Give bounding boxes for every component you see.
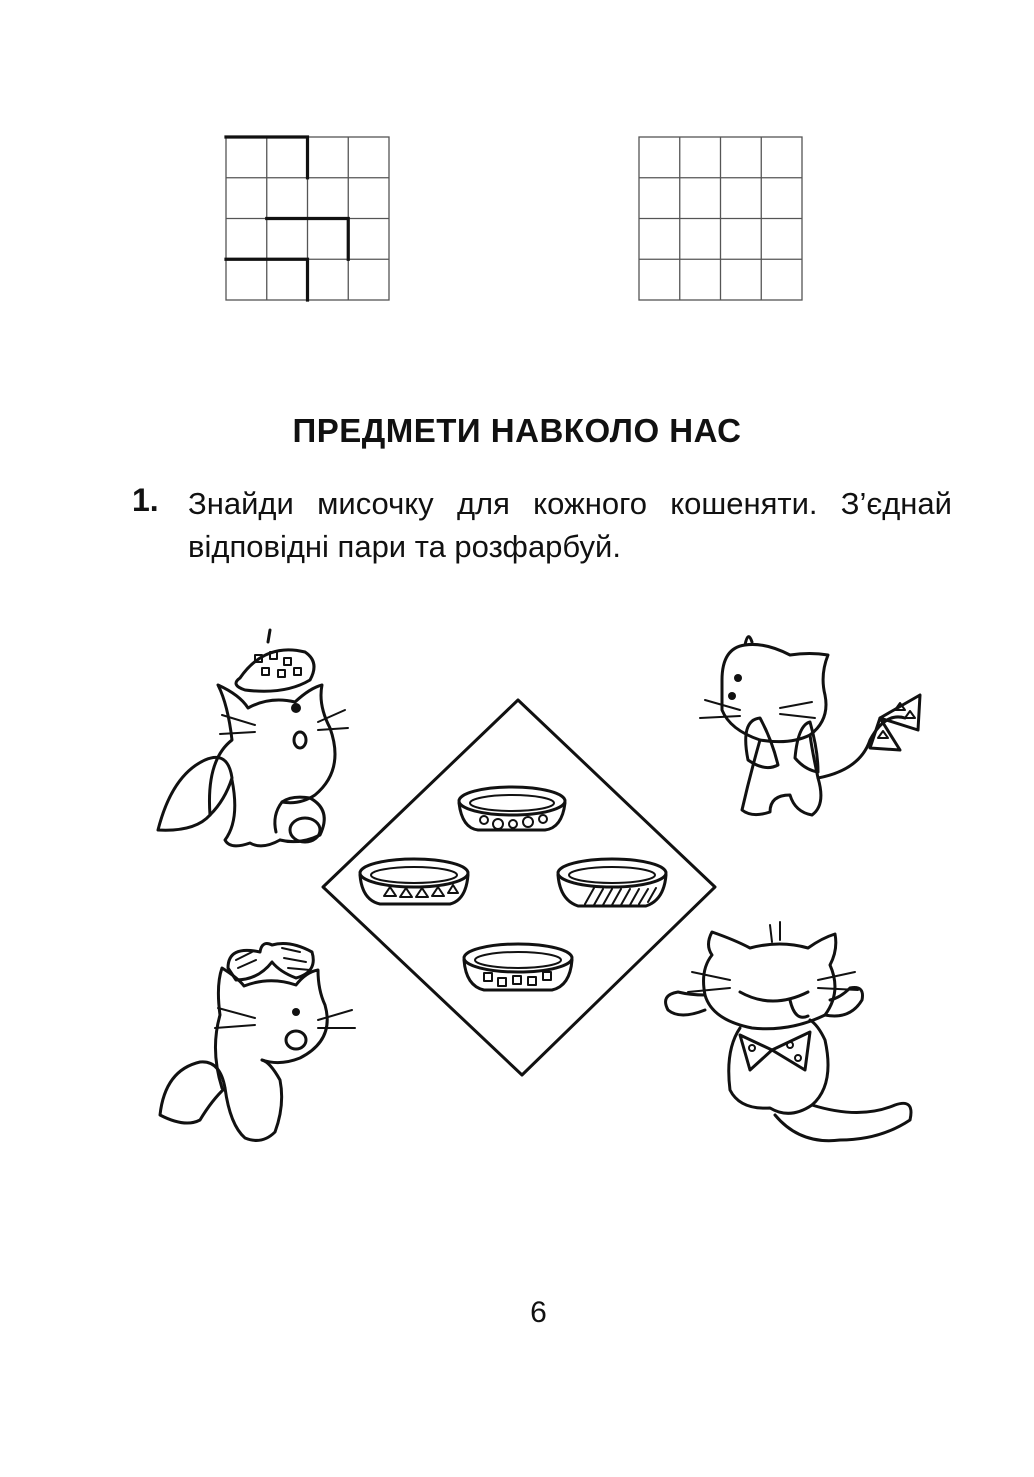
empty-grid[interactable] (637, 135, 805, 303)
bowl-with-stripes[interactable] (558, 859, 666, 906)
page-number: 6 (530, 1296, 547, 1329)
task-instruction: Знайди мисочку для кожного кошеняти. З’єднай відповідні пари та розфарбуй. (188, 486, 952, 564)
bowl-with-squares[interactable] (464, 944, 572, 990)
kitten-with-bow-on-tail[interactable] (700, 637, 920, 815)
bowl-with-triangles[interactable] (360, 859, 468, 904)
kittens-bowls-illustration (0, 600, 1034, 1180)
task-number: 1. (132, 482, 159, 518)
kitten-with-striped-bow[interactable] (160, 944, 355, 1141)
bowl-with-circles[interactable] (0, 600, 565, 830)
section-title: ПРЕДМЕТИ НАВКОЛО НАС (292, 412, 742, 449)
kitten-with-dotted-bow-tie[interactable] (666, 922, 911, 1141)
sample-grid (224, 135, 392, 303)
kitten-with-dotted-beret[interactable] (158, 630, 348, 846)
